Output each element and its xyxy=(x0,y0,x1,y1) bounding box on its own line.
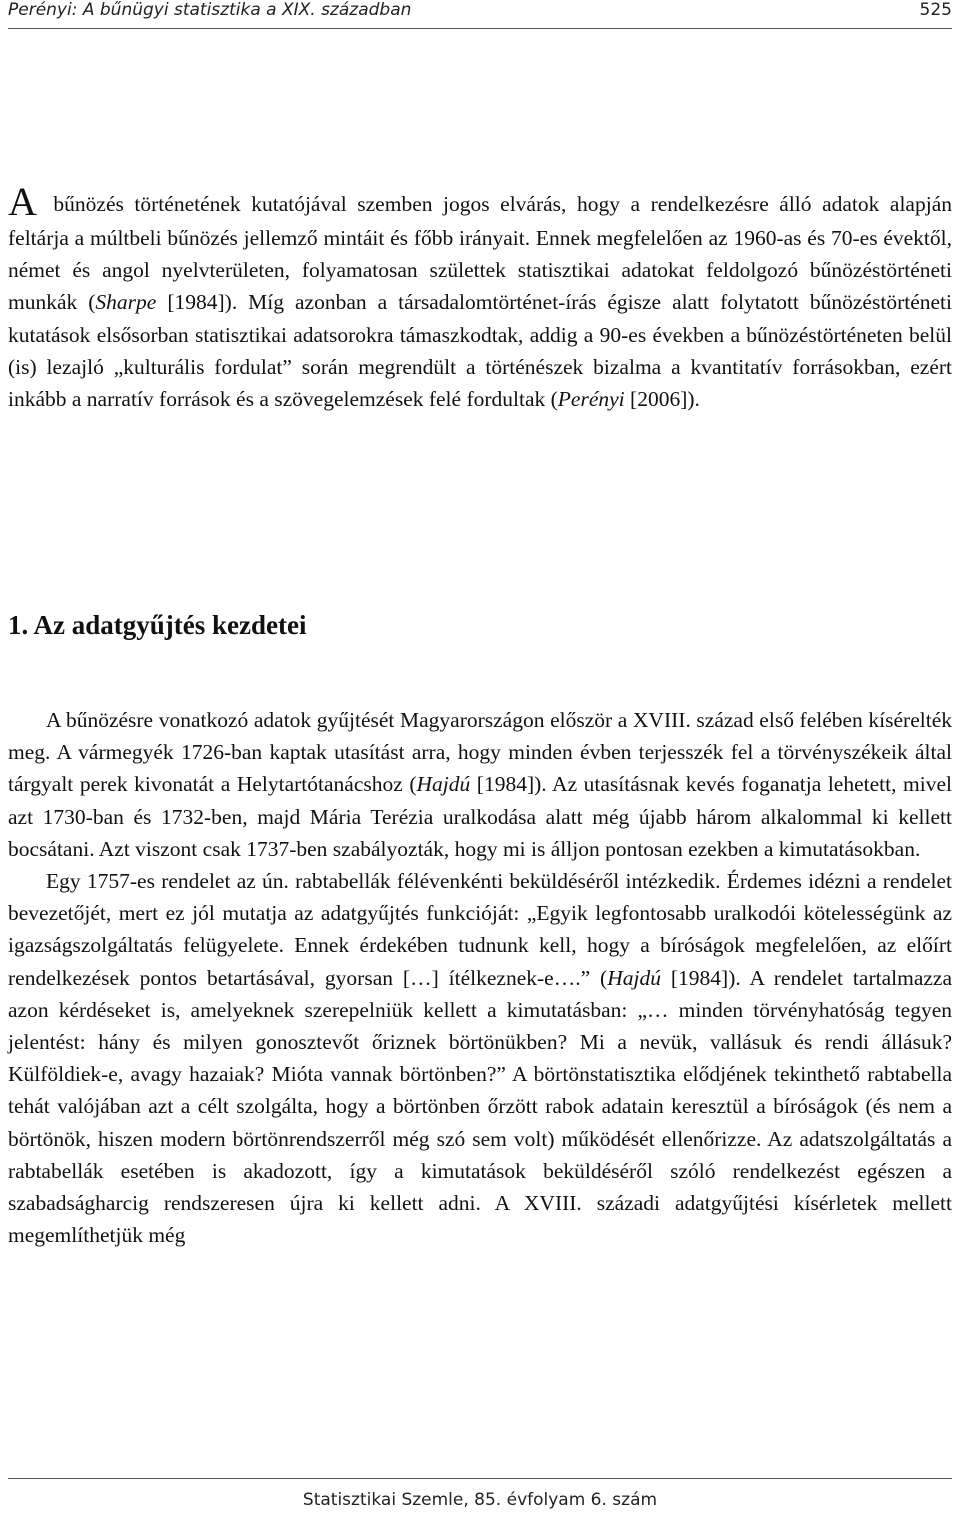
citation-author: Perényi xyxy=(557,387,625,412)
running-head-title: Perényi: A bűnügyi statisztika a XIX. században xyxy=(8,0,412,20)
section-heading: 1. Az adatgyűjtés kezdetei xyxy=(8,610,307,640)
intro-paragraph xyxy=(8,179,952,415)
paragraph-text: [1984]). Az utasításnak kevés foganatja lehetett, mivel azt 1730-ban és 1732-ben, majd Mária Terézia uralkodása alatt még újabb három alkalommal ki kellett bocsátani. Azt viszont csak 1737-ben szabályozták, hogy mi is álljon pontosan ezekben a kimutatásokban. xyxy=(8,772,952,861)
drop-cap: A xyxy=(8,179,37,224)
citation-author: Hajdú xyxy=(607,965,661,990)
footer-journal: Statisztikai Szemle, 85. évfolyam 6. szám xyxy=(302,1490,658,1510)
paragraph-text: Egy 1757-es rendelet az ún. rabtabellák félévenkénti beküldéséről intézkedik. Érdemes idézni a rendelet bevezetőjét, mert ez jól mutatja az adatgyűjtés funkcióját: „Egyik legfontosabb uralkodói kötelességünk az igazságszolgáltatás felügyelete. Ennek érdekében tudnunk kell, hogy a bíróságok megfelelően, az előírt rendelkezések pontos betartásával, gyorsan […] ítélkeznek-e….” ( xyxy=(8,869,952,990)
header-divider xyxy=(8,28,952,29)
section-paragraph xyxy=(8,865,952,1251)
citation-author: Hajdú xyxy=(416,772,471,797)
running-head xyxy=(8,0,952,24)
footer-divider xyxy=(8,1478,952,1479)
section-paragraph xyxy=(8,704,952,865)
intro-text-1: bűnözés történetének kutatójával szemben jogos elvárás, hogy a rendelkezésre álló adatok alapján feltárja a múltbeli bűnözés jellemző mintáit és főbb irányait. Ennek megfelelően az 1960-as és 70-es évektől, német és angol nyelvterületen, folyamatosan születtek statisztikai adatokat feldolgozó bűnözéstörténeti munkák ( xyxy=(8,192,952,315)
intro-text-2: [1984]). Míg azonban a társadalomtörténet-írás égisze alatt folytatott bűnözéstörténeti kutatások elsősorban statisztikai adatsorokra támaszkodtak, addig a 90-es években a bűnözéstörténeten belül (is) lezajló „kulturális fordulat” során megrendült a történészek bizalma a kvantitatív forrásokban, ezért inkább a narratív források és a szövegelemzések felé fordultak ( xyxy=(8,290,952,412)
paragraph-text: [1984]). A rendelet tartalmazza azon kérdéseket is, amelyeknek szerepelniük kellett a kimutatásban: „… minden törvényhatóság tegyen jelentést: hány és milyen gonosztevőt őriznek börtönükben? Mi a nevük, vallásuk és rendi állásuk? Külföldiek-e, avagy hazaiak? Mióta vannak börtönben?” A börtönstatisztika elődjének tekinthető rabtabella tehát valójában azt a célt szolgálta, hogy a börtönben őrzött rabok adatain keresztül a bíróságok (és nem a börtönök, hiszen modern börtönrendszerről még szó sem volt) működését ellenőrizze. Az adatszolgáltatás a rabtabellák esetében is akadozott, így a kimutatások beküldéséről szóló rendelkezést egészen a szabadságharcig rendszeresen újra ki kellett adni. A XVIII. századi adatgyűjtési kísérletek mellett megemlíthetjük még xyxy=(8,965,952,1248)
intro-text-3: [2006]). xyxy=(624,387,700,412)
page-number: 525 xyxy=(919,0,952,20)
citation-author: Sharpe xyxy=(95,290,157,315)
section-body xyxy=(8,704,952,1251)
paragraph-text: A bűnözésre vonatkozó adatok gyűjtését Magyarországon először a XVIII. század első felében kísérelték meg. A vármegyék 1726-ban kaptak utasítást arra, hogy minden évben terjesszék fel a törvényszékeik által tárgyalt perek kivonatát a Helytartótanácshoz ( xyxy=(8,708,952,797)
